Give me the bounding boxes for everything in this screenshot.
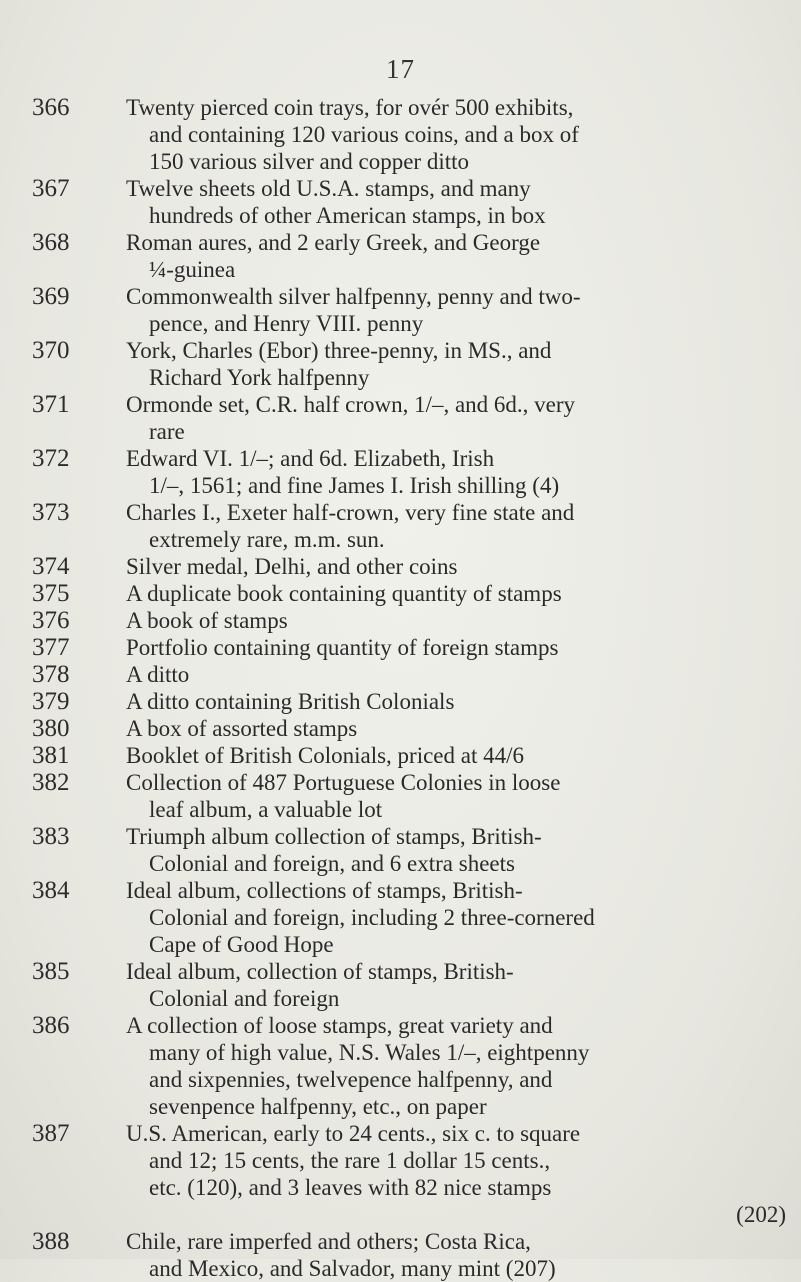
lot-entry	[0, 634, 801, 661]
lot-description	[126, 1228, 786, 1282]
lot-number: 381	[32, 742, 70, 769]
description-line: A ditto containing British Colonials	[126, 689, 455, 714]
lot-number: 380	[32, 715, 70, 742]
lot-entry	[0, 445, 801, 499]
description-line: Colonial and foreign	[149, 986, 340, 1011]
lot-number: 371	[32, 391, 70, 418]
lot-description	[126, 94, 786, 175]
lot-entry	[0, 688, 801, 715]
page-number: 17	[386, 54, 415, 84]
description-line: Collection of 487 Portuguese Colonies in loose	[126, 770, 561, 795]
description-line: and 12; 15 cents, the rare 1 dollar 15 cents.,	[149, 1148, 551, 1173]
description-line: sevenpence halfpenny, etc., on paper	[149, 1094, 487, 1119]
description-line: etc. (120), and 3 leaves with 82 nice stamps	[149, 1175, 552, 1200]
lot-entry	[0, 283, 801, 337]
description-line: Ideal album, collections of stamps, British-	[126, 878, 523, 903]
description-line: A box of assorted stamps	[126, 716, 358, 741]
lot-number: 367	[32, 175, 70, 202]
description-line: Roman aures, and 2 early Greek, and George	[126, 230, 541, 255]
lot-entry	[0, 742, 801, 769]
lot-entry	[0, 391, 801, 445]
description-line: and Mexico, and Salvador, many mint (207)	[149, 1256, 556, 1281]
description-line: Silver medal, Delhi, and other coins	[126, 554, 458, 579]
description-line: rare	[149, 419, 185, 444]
lot-entry	[0, 1228, 801, 1282]
lot-number: 383	[32, 823, 70, 850]
lot-description	[126, 769, 786, 823]
lot-entry	[0, 769, 801, 823]
lot-entry	[0, 337, 801, 391]
lot-description	[126, 688, 786, 715]
description-line: ¼-guinea	[149, 257, 236, 282]
lot-entry	[0, 823, 801, 877]
lot-description	[126, 445, 786, 499]
description-line: Triumph album collection of stamps, British-	[126, 824, 542, 849]
lot-number: 388	[32, 1228, 70, 1255]
lot-description	[126, 391, 786, 445]
description-line: Twenty pierced coin trays, for ovér 500 exhibits,	[126, 95, 574, 120]
description-line: Commonwealth silver halfpenny, penny and two-	[126, 284, 581, 309]
description-line: Ormonde set, C.R. half crown, 1/–, and 6d., very	[126, 392, 576, 417]
lot-number: 382	[32, 769, 70, 796]
lot-number: 384	[32, 877, 70, 904]
description-line: U.S. American, early to 24 cents., six c. to square	[126, 1121, 581, 1146]
lot-description	[126, 1120, 786, 1228]
lot-number: 373	[32, 499, 70, 526]
lot-number: 376	[32, 607, 70, 634]
description-line: Twelve sheets old U.S.A. stamps, and many	[126, 176, 531, 201]
lot-description	[126, 553, 786, 580]
description-line: Richard York halfpenny	[149, 365, 370, 390]
description-line: leaf album, a valuable lot	[149, 797, 383, 822]
description-line: hundreds of other American stamps, in box	[149, 203, 546, 228]
lot-description	[126, 607, 786, 634]
lot-description	[126, 337, 786, 391]
description-line: Booklet of British Colonials, priced at 44/6	[126, 743, 524, 768]
lot-number: 372	[32, 445, 70, 472]
description-line: many of high value, N.S. Wales 1/–, eightpenny	[149, 1040, 590, 1065]
lot-entry	[0, 175, 801, 229]
description-line: A ditto	[126, 662, 190, 687]
lot-description	[126, 877, 786, 958]
lot-number: 377	[32, 634, 70, 661]
lot-entry	[0, 607, 801, 634]
lot-entry	[0, 94, 801, 175]
lot-description	[126, 283, 786, 337]
lot-description	[126, 499, 786, 553]
lot-list	[0, 94, 801, 1282]
lot-number: 379	[32, 688, 70, 715]
lot-number: 369	[32, 283, 70, 310]
lot-number: 368	[32, 229, 70, 256]
lot-description	[126, 580, 786, 607]
description-line: A collection of loose stamps, great variety and	[126, 1013, 553, 1038]
lot-description	[126, 175, 786, 229]
lot-description	[126, 715, 786, 742]
lot-entry	[0, 715, 801, 742]
description-line: Chile, rare imperfed and others; Costa Rica,	[126, 1229, 531, 1254]
description-line: Colonial and foreign, including 2 three-cornered	[149, 905, 595, 930]
lot-entry	[0, 661, 801, 688]
lot-number: 387	[32, 1120, 70, 1147]
lot-entry	[0, 580, 801, 607]
lot-description	[126, 661, 786, 688]
lot-number: 370	[32, 337, 70, 364]
lot-entry	[0, 229, 801, 283]
description-line: A book of stamps	[126, 608, 288, 633]
description-line: pence, and Henry VIII. penny	[149, 311, 424, 336]
description-line: Ideal album, collection of stamps, British-	[126, 959, 514, 984]
lot-entry	[0, 877, 801, 958]
description-line: Charles I., Exeter half-crown, very fine state and	[126, 500, 575, 525]
lot-entry	[0, 1012, 801, 1120]
lot-description	[126, 229, 786, 283]
lot-count: (202)	[736, 1202, 786, 1227]
description-line: 150 various silver and copper ditto	[149, 149, 470, 174]
lot-description	[126, 1012, 786, 1120]
description-line: and sixpennies, twelvepence halfpenny, and	[149, 1067, 553, 1092]
lot-description	[126, 958, 786, 1012]
lot-number: 386	[32, 1012, 70, 1039]
lot-entry	[0, 1120, 801, 1228]
description-line: extremely rare, m.m. sun.	[149, 527, 385, 552]
lot-description	[126, 634, 786, 661]
lot-number: 374	[32, 553, 70, 580]
lot-number: 385	[32, 958, 70, 985]
lot-entry	[0, 553, 801, 580]
description-line: Colonial and foreign, and 6 extra sheets	[149, 851, 515, 876]
description-line: York, Charles (Ebor) three-penny, in MS., and	[126, 338, 552, 363]
description-line: Cape of Good Hope	[149, 932, 334, 957]
lot-number: 375	[32, 580, 70, 607]
description-line: A duplicate book containing quantity of stamps	[126, 581, 562, 606]
lot-description	[126, 823, 786, 877]
lot-entry	[0, 958, 801, 1012]
description-line: Edward VI. 1/–; and 6d. Elizabeth, Irish	[126, 446, 495, 471]
description-line: 1/–, 1561; and fine James I. Irish shilling (4)	[149, 473, 560, 498]
description-line: and containing 120 various coins, and a box of	[149, 122, 579, 147]
lot-entry	[0, 499, 801, 553]
lot-description	[126, 742, 786, 769]
lot-number: 378	[32, 661, 70, 688]
description-line: Portfolio containing quantity of foreign stamps	[126, 635, 559, 660]
lot-number: 366	[32, 94, 70, 121]
